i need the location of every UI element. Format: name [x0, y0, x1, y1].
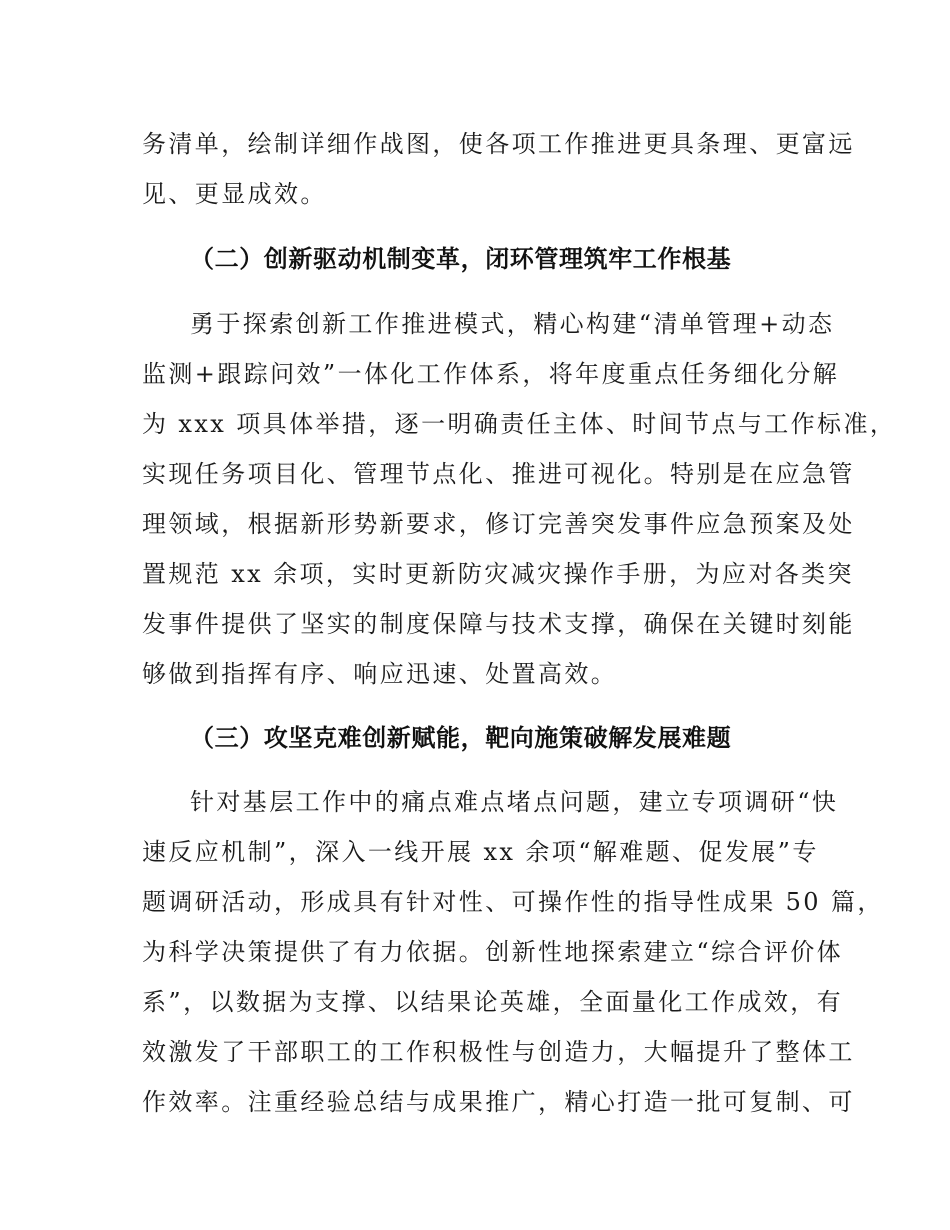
section-2-heading: （二）创新驱动机制变革，闭环管理筑牢工作根基 [190, 245, 732, 273]
section-2-line-7: 发事件提供了坚实的制度保障与技术支撑，确保在关键时刻能 [142, 610, 855, 638]
section-3-heading: （三）攻坚克难创新赋能，靶向施策破解发展难题 [190, 724, 732, 752]
section-3-line-1: 针对基层工作中的痛点难点堵点问题，建立专项调研“快 [190, 788, 839, 816]
section-2-line-6: 置规范 xx 余项，实时更新防灾减灾操作手册，为应对各类突 [142, 560, 854, 588]
section-2-line-3: 为 xxx 项具体举措，逐一明确责任主体、时间节点与工作标准， [142, 410, 897, 438]
section-3-line-5: 系”，以数据为支撑、以结果论英雄，全面量化工作成效，有 [142, 988, 844, 1016]
intro-line-1: 务清单，绘制详细作战图，使各项工作推进更具条理、更富远 [142, 130, 855, 158]
section-3-line-7: 作效率。注重经验总结与成果推广，精心打造一批可复制、可 [142, 1088, 855, 1116]
section-3-line-6: 效激发了干部职工的工作积极性与创造力，大幅提升了整体工 [142, 1038, 855, 1066]
section-3-line-3: 题调研活动，形成具有针对性、可操作性的指导性成果 50 篇， [142, 888, 884, 916]
section-2-line-8: 够做到指挥有序、响应迅速、处置高效。 [142, 660, 618, 688]
section-2-line-5: 理领域，根据新形势新要求，修订完善突发事件应急预案及处 [142, 510, 855, 538]
section-3-line-2: 速反应机制”，深入一线开展 xx 余项“解难题、促发展”专 [142, 838, 819, 866]
intro-line-2: 见、更显成效。 [142, 180, 327, 208]
section-2-line-4: 实现任务项目化、管理节点化、推进可视化。特别是在应急管 [142, 460, 855, 488]
section-3-line-4: 为科学决策提供了有力依据。创新性地探索建立“综合评价体 [142, 938, 844, 966]
section-2-line-1: 勇于探索创新工作推进模式，精心构建“清单管理+动态 [190, 310, 835, 338]
section-2-line-2: 监测+跟踪问效”一体化工作体系，将年度重点任务细化分解 [142, 360, 840, 388]
